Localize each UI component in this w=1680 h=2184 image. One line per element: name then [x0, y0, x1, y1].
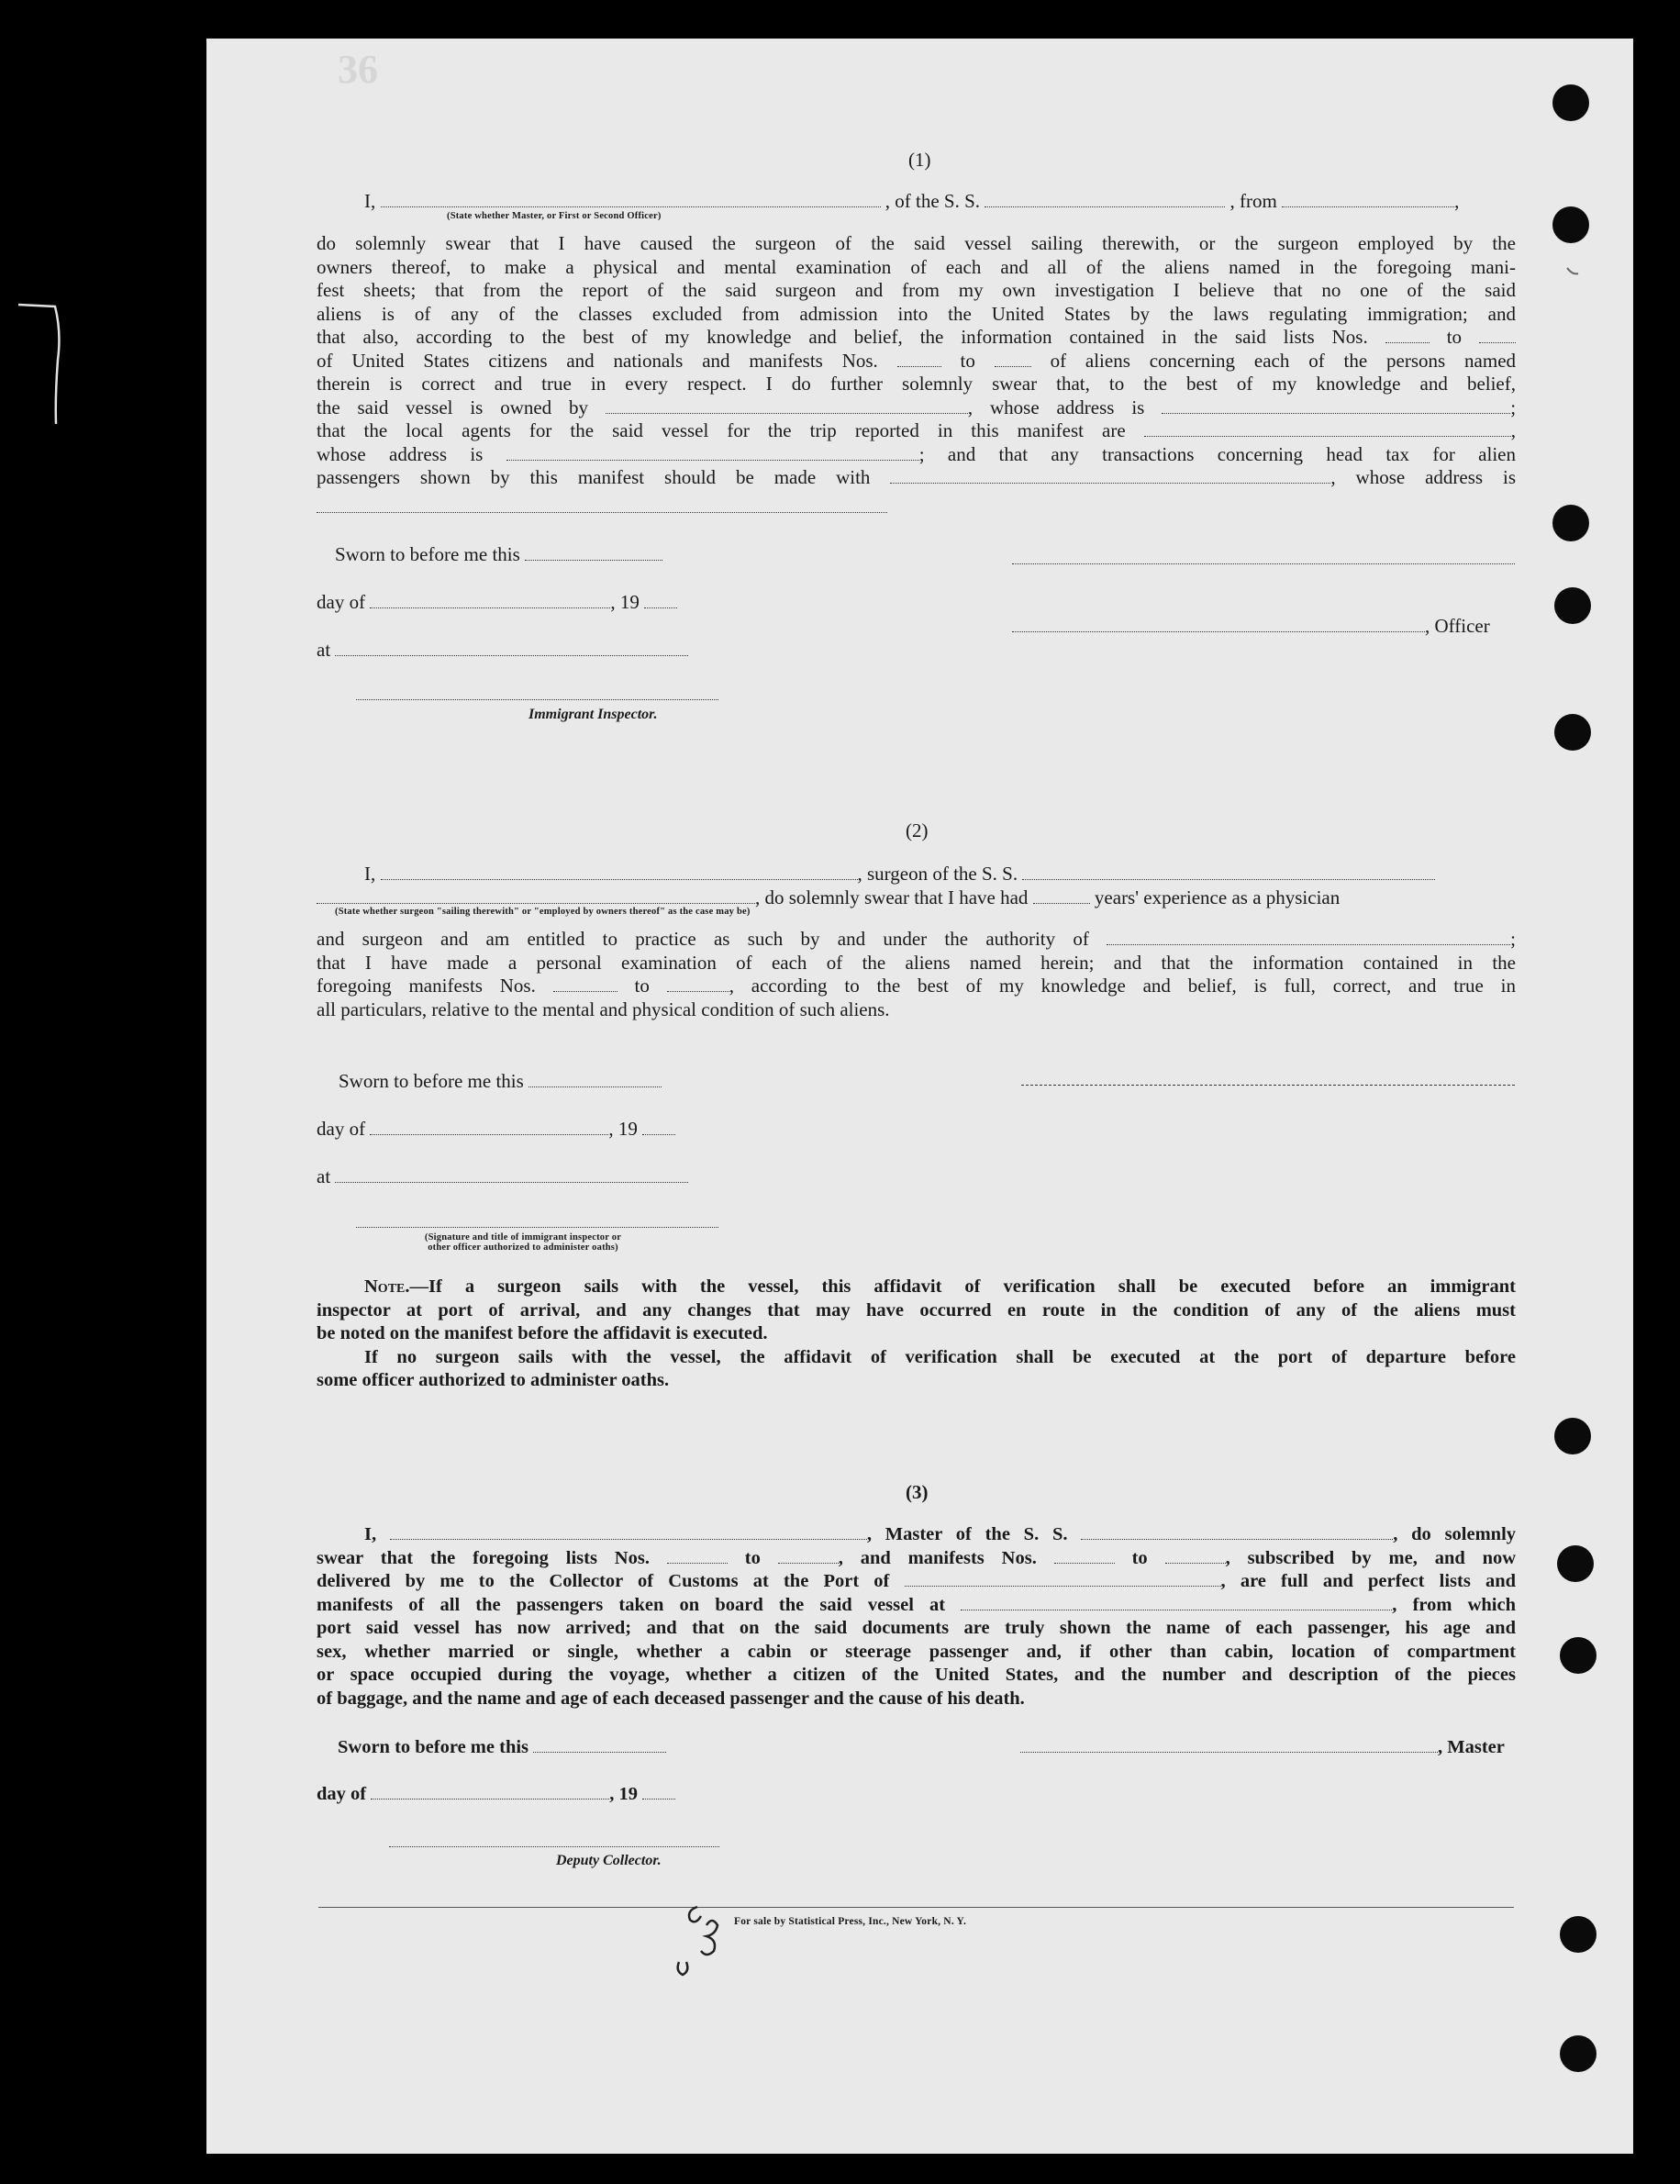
- authority-row: [317, 928, 1516, 952]
- text: , Master of the S. S.: [866, 1524, 1068, 1544]
- text: to: [1131, 1547, 1148, 1568]
- note-row: some officer authorized to administer oaths.: [317, 1370, 670, 1390]
- section1-number: (1): [908, 149, 931, 171]
- note-row: be noted on the manifest before the affidavit is executed.: [317, 1323, 768, 1343]
- master-signature-field[interactable]: [1020, 1739, 1438, 1753]
- body-row: aliens is of any of the classes excluded from admission into the United States by the laws regulating immigration; and: [317, 302, 1516, 325]
- text: day of: [317, 1118, 366, 1140]
- text: , surgeon of the S. S.: [857, 863, 1018, 885]
- punct: ,: [1454, 190, 1460, 212]
- label-from: , from: [1229, 190, 1277, 212]
- note-block: [317, 1276, 1516, 1393]
- section3-body: [317, 1523, 1516, 1710]
- master-vessel-field[interactable]: [1081, 1526, 1393, 1540]
- section1-line1: [364, 189, 1459, 213]
- rank-note: (State whether Master, or First or Second Officer): [447, 211, 662, 221]
- fm-to-field[interactable]: [667, 978, 729, 992]
- text: I,: [364, 863, 376, 885]
- text: of United States citizens and nationals and manifests Nos.: [317, 349, 878, 372]
- note-line: (Signature and title of immigrant inspector or: [424, 1232, 622, 1242]
- port-field[interactable]: [905, 1573, 1221, 1587]
- body-row: fest sheets; that from the report of the said surgeon and from my own investigation I believe that no one of the said: [317, 279, 1516, 301]
- collector-signature-line[interactable]: [389, 1846, 719, 1847]
- label-i: I,: [364, 190, 376, 212]
- punch-hole: [1560, 2035, 1597, 2072]
- inspector-signature-line[interactable]: [356, 699, 718, 700]
- signature-note: [358, 1232, 688, 1253]
- owner-address-field[interactable]: [1162, 400, 1510, 414]
- text: , are full and perfect lists and: [1220, 1571, 1517, 1591]
- sworn-label: [335, 542, 662, 566]
- section2-body: [317, 928, 1516, 1021]
- surgeon-status-field[interactable]: [317, 890, 755, 904]
- head-tax-field[interactable]: [890, 470, 1330, 484]
- body-row: therein is correct and true in every respect. I do further solemnly swear that, to the best of my knowledge and belief,: [317, 373, 1516, 395]
- master-signature: [1020, 1735, 1505, 1759]
- fm-row: [317, 975, 1516, 998]
- section2-number: (2): [906, 819, 929, 841]
- years-field[interactable]: [1033, 890, 1090, 904]
- boarding-port-field[interactable]: [961, 1597, 1392, 1610]
- surgeon-vessel-field[interactable]: [1022, 866, 1435, 880]
- s3-row: [317, 1594, 1516, 1618]
- day-field[interactable]: [370, 595, 610, 608]
- sworn2-date-field[interactable]: [528, 1074, 662, 1087]
- text: , and manifests Nos.: [838, 1547, 1037, 1568]
- s3-row: port said vessel has now arrived; and that on the said documents are truly shown the name of each passenger, his age and: [317, 1618, 1516, 1638]
- text: of aliens concerning each of the persons named: [1050, 349, 1517, 372]
- section3-number: (3): [906, 1481, 929, 1503]
- text: to: [634, 975, 650, 997]
- address-continuation-line[interactable]: [317, 512, 887, 513]
- text: , Officer: [1425, 615, 1490, 637]
- text: whose address is: [317, 442, 484, 465]
- text: that also, according to the best of my knowledge and belief, the information contained in the said lists Nos.: [317, 326, 1368, 348]
- lists-from-field[interactable]: [1385, 329, 1430, 343]
- officer-signature-line[interactable]: [356, 1227, 718, 1228]
- text: , 19: [609, 1784, 638, 1804]
- passengers-row: [317, 466, 1516, 490]
- punch-hole: [1552, 505, 1589, 541]
- punch-hole: [1554, 714, 1591, 751]
- text: that the local agents for the said vessel for the trip reported in this manifest are: [317, 419, 1126, 441]
- note-label: Note.: [364, 1276, 410, 1297]
- punch-hole: [1552, 206, 1589, 243]
- s3-row: sex, whether married or single, whether a cabin or steerage passenger and, if other than cabin, location of compartment: [317, 1641, 1516, 1662]
- footer-imprint: For sale by Statistical Press, Inc., New York, N. Y.: [734, 1916, 967, 1927]
- agents-address-field[interactable]: [506, 447, 919, 461]
- text: day of: [317, 591, 366, 613]
- punch-hole: [1554, 587, 1591, 624]
- text: Sworn to before me this: [338, 1737, 529, 1757]
- section2-line1: [364, 862, 1435, 886]
- text: to: [960, 349, 975, 372]
- inspector-title: Immigrant Inspector.: [528, 707, 658, 722]
- surgeon-note: (State whether surgeon "sailing therewith" or "employed by owners thereof" as the case may be): [335, 907, 751, 917]
- manifests-row: [317, 350, 1516, 373]
- day3-label: [317, 1782, 675, 1806]
- year3-field[interactable]: [642, 1786, 675, 1800]
- at-label: [317, 638, 688, 662]
- day3-field[interactable]: [371, 1786, 609, 1800]
- note-line: other officer authorized to administer oaths): [428, 1242, 618, 1253]
- note-row: [317, 1276, 1516, 1299]
- text: , according to the best of my knowledge and belief, is full, correct, and true in: [729, 975, 1516, 997]
- text: and surgeon and am entitled to practice as such by and under the authority of: [317, 928, 1089, 950]
- master-name-field[interactable]: [390, 1526, 867, 1540]
- owner-field[interactable]: [606, 400, 968, 414]
- owned-row: [317, 396, 1516, 420]
- collector-title: Deputy Collector.: [556, 1853, 662, 1868]
- text: ,: [1510, 419, 1517, 441]
- signature-line[interactable]: [1012, 563, 1515, 564]
- text: to: [744, 1547, 761, 1568]
- text: Sworn to before me this: [335, 543, 520, 565]
- text: manifests of all the passengers taken on board the said vessel at: [317, 1594, 946, 1615]
- from-field[interactable]: [1282, 194, 1454, 207]
- s3-row: [317, 1523, 1516, 1547]
- day2-field[interactable]: [370, 1121, 608, 1135]
- lists-row: [317, 326, 1516, 350]
- note-row: inspector at port of arrival, and any changes that may have occurred en route in the condition of any of the aliens must: [317, 1299, 1516, 1320]
- s3-lists-to-field[interactable]: [778, 1550, 839, 1564]
- text: delivered by me to the Collector of Customs at the Port of: [317, 1571, 890, 1591]
- surgeon-signature-line[interactable]: [1021, 1085, 1515, 1086]
- text: the said vessel is owned by: [317, 396, 589, 418]
- text: , whose address is: [967, 396, 1145, 418]
- text: years' experience as a physician: [1094, 886, 1341, 908]
- body-row: do solemnly swear that I have caused the surgeon of the said vessel sailing therewith, or the surgeon employed by the: [317, 232, 1516, 254]
- text: swear that the foregoing lists Nos.: [317, 1547, 650, 1568]
- manifests-from-field[interactable]: [897, 353, 941, 367]
- text: —If a surgeon sails with the vessel, this affidavit of verification shall be executed before an immigrant: [409, 1276, 1516, 1297]
- text: , do solemnly swear that I have had: [755, 886, 1029, 908]
- sworn3-date-field[interactable]: [533, 1739, 666, 1753]
- text: , whose address is: [1330, 466, 1517, 488]
- text: at: [317, 1165, 331, 1187]
- text: , do solemnly: [1393, 1524, 1517, 1544]
- sworn2-label: [339, 1069, 662, 1093]
- text: passengers shown by this manifest should be made with: [317, 466, 871, 488]
- surgeon-name-field[interactable]: [381, 866, 858, 880]
- officer-field[interactable]: [1012, 618, 1425, 632]
- body-row: that I have made a personal examination of each of the aliens named herein; and that the information contained in the: [317, 951, 1516, 974]
- s3-row: of baggage, and the name and age of each deceased passenger and the cause of his death.: [317, 1688, 1025, 1709]
- punch-hole: [1552, 84, 1589, 121]
- at2-field[interactable]: [335, 1169, 688, 1183]
- at-field[interactable]: [335, 642, 688, 656]
- text: ; and that any transactions concerning head tax for alien: [918, 442, 1516, 465]
- body-row: all particulars, relative to the mental and physical condition of such aliens.: [317, 997, 890, 1020]
- punch-hole: [1554, 1418, 1591, 1454]
- text: to: [1446, 326, 1463, 348]
- agents-field[interactable]: [1144, 423, 1511, 437]
- text: I,: [364, 1524, 377, 1544]
- body-row: owners thereof, to make a physical and mental examination of each and all of the aliens named in the foregoing mani-: [317, 255, 1516, 278]
- day-of-label: [317, 590, 677, 614]
- text: , subscribed by me, and now: [1225, 1547, 1517, 1568]
- s3-row: or space occupied during the voyage, whether a citizen of the United States, and the number and description of the pieces: [317, 1665, 1516, 1685]
- text: Sworn to before me this: [339, 1070, 524, 1092]
- manifests-to-field[interactable]: [995, 353, 1031, 367]
- footer-rule: [318, 1907, 1514, 1908]
- section1-body: [317, 232, 1516, 490]
- text: , 19: [608, 1118, 638, 1140]
- s3-lists-from-field[interactable]: [667, 1550, 728, 1564]
- year2-field[interactable]: [642, 1121, 675, 1135]
- vessel-field[interactable]: [985, 194, 1225, 207]
- text: ;: [1510, 396, 1517, 418]
- fm-from-field[interactable]: [553, 978, 617, 992]
- s3-row: [317, 1570, 1516, 1594]
- sworn3-label: [338, 1735, 666, 1759]
- day2-label: [317, 1117, 675, 1141]
- pencil-tick: [1560, 259, 1587, 286]
- text: , 19: [610, 591, 640, 613]
- handwritten-number: [670, 1898, 743, 1980]
- s3-row: [317, 1547, 1516, 1571]
- note-row: If no surgeon sails with the vessel, the affidavit of verification shall be executed at the port of departure before: [364, 1346, 1516, 1367]
- name-field[interactable]: [381, 194, 881, 207]
- agents-row: [317, 419, 1516, 443]
- text: foregoing manifests Nos.: [317, 975, 536, 997]
- sworn-date-field[interactable]: [525, 547, 662, 561]
- edge-mark: [14, 295, 69, 433]
- officer-label: [1012, 614, 1490, 638]
- text: day of: [317, 1784, 367, 1804]
- text: , from which: [1392, 1594, 1516, 1615]
- whose-row: [317, 443, 1516, 467]
- s3-manifests-from-field[interactable]: [1054, 1550, 1115, 1564]
- authority-field[interactable]: [1107, 931, 1510, 945]
- ghost-page-number: 36: [338, 47, 378, 92]
- text: at: [317, 639, 331, 661]
- lists-to-field[interactable]: [1479, 329, 1516, 343]
- year-field[interactable]: [644, 595, 677, 608]
- punch-hole: [1560, 1637, 1597, 1674]
- text: , Master: [1438, 1737, 1505, 1757]
- label-of-ss: , of the S. S.: [885, 190, 981, 212]
- text: ;: [1510, 928, 1517, 950]
- at2-label: [317, 1164, 688, 1188]
- punch-hole: [1557, 1545, 1594, 1582]
- s3-manifests-to-field[interactable]: [1165, 1550, 1226, 1564]
- punch-hole: [1560, 1916, 1597, 1953]
